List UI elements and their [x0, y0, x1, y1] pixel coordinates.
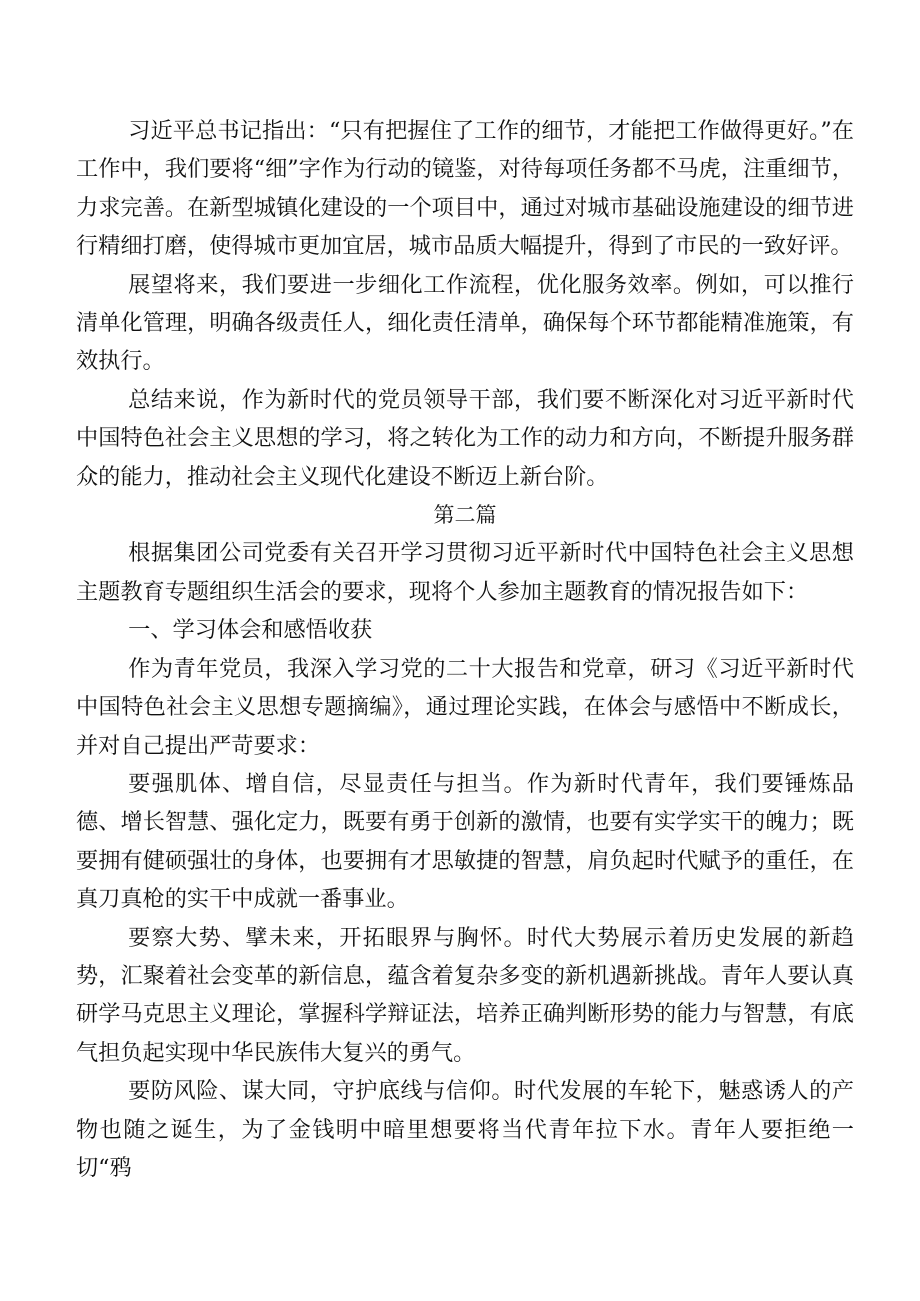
paragraph-1: 习近平总书记指出：“只有把握住了工作的细节，才能把工作做得更好。”在工作中，我们要将“细”字作为行动的镜鉴，对待每项任务都不马虎，注重细节，力求完善。在新型城镇化建设的一个项目中，通过对城市基础设施建设的细节进行精细打磨，使得城市更加宜居，城市品质大幅提升，得到了市民的一致好评。: [76, 118, 854, 260]
section-paragraph-5: 要防风险、谋大同，守护底线与信仰。时代发展的车轮下，魅惑诱人的产物也随之诞生，为了金钱明中暗里想要将当代青年拉下水。青年人要拒绝一切“鸦: [76, 1078, 854, 1181]
section-heading: 第二篇: [433, 503, 497, 528]
paragraph-2: 展望将来，我们要进一步细化工作流程，优化服务效率。例如，可以推行清单化管理，明确各级责任人，细化责任清单，确保每个环节都能精准施策，有效执行。: [76, 271, 854, 375]
section-paragraph-1: 根据集团公司党委有关召开学习贯彻习近平新时代中国特色社会主义思想主题教育专题组织生活会的要求，现将个人参加主题教育的情况报告如下：: [76, 540, 854, 605]
paragraph-3: 总结来说，作为新时代的党员领导干部，我们要不断深化对习近平新时代中国特色社会主义思想的学习，将之转化为工作的动力和方向，不断提升服务群众的能力，推动社会主义现代化建设不断迈上新台阶。: [76, 386, 854, 490]
section-paragraph-2: 作为青年党员，我深入学习党的二十大报告和党章，研习《习近平新时代中国特色社会主义思想专题摘编》，通过理论实践，在体会与感悟中不断成长，并对自己提出严苛要求：: [76, 655, 854, 759]
document-body: [76, 112, 854, 1187]
section-subheading: 一、学习体会和感悟收获: [128, 617, 373, 644]
section-paragraph-3: 要强肌体、增自信，尽显责任与担当。作为新时代青年，我们要锤炼品德、增长智慧、强化定力，既要有勇于创新的激情，也要有实学实干的魄力；既要拥有健硕强壮的身体，也要拥有才思敏捷的智慧，肩负起时代赋予的重任，在真刀真枪的实干中成就一番事业。: [76, 770, 854, 913]
section-paragraph-4: 要察大势、擘未来，开拓眼界与胸怀。时代大势展示着历史发展的新趋势，汇聚着社会变革的新信息，蕴含着复杂多变的新机遇新挑战。青年人要认真研学马克思主义理论，掌握科学辩证法，培养正确判断形势的能力与智慧，有底气担负起实现中华民族伟大复兴的勇气。: [76, 924, 854, 1066]
